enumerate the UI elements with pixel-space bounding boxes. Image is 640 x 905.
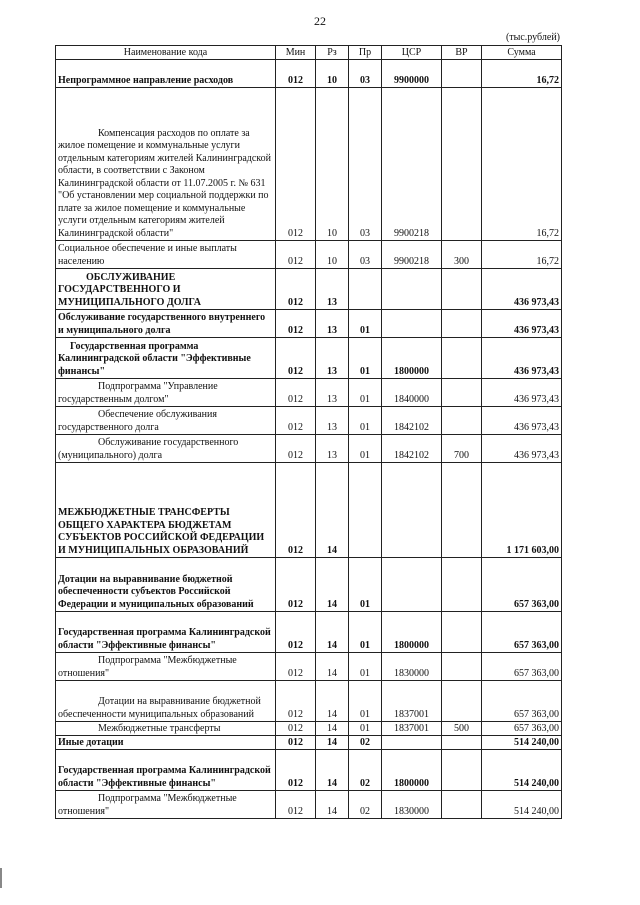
row-name-text: Непрограммное направление расходов xyxy=(58,74,234,86)
cell-min: 012 xyxy=(276,435,316,463)
cell-pr xyxy=(349,463,382,558)
cell-pr: 01 xyxy=(349,379,382,407)
cell-min: 012 xyxy=(276,241,316,269)
row-name-text: Иные дотации xyxy=(58,736,124,748)
cell-rz: 14 xyxy=(316,463,349,558)
cell-min: 012 xyxy=(276,310,316,338)
cell-pr: 03 xyxy=(349,60,382,88)
cell-rz: 14 xyxy=(316,681,349,722)
table-row xyxy=(56,379,562,407)
table-row xyxy=(56,750,562,791)
cell-sum: 1 171 603,00 xyxy=(482,463,562,558)
cell-csr: 9900000 xyxy=(382,60,442,88)
row-name-text: Государственная программа Калининградской области "Эффективные финансы" xyxy=(58,627,271,651)
cell-csr: 1800000 xyxy=(382,750,442,791)
margin-mark xyxy=(0,868,2,888)
row-name-text: Подпрограмма "Межбюджетные отношения" xyxy=(58,655,237,679)
cell-name xyxy=(56,736,276,750)
table-body xyxy=(56,60,562,819)
cell-sum: 657 363,00 xyxy=(482,653,562,681)
cell-min: 012 xyxy=(276,653,316,681)
cell-min: 012 xyxy=(276,681,316,722)
col-header-csr: ЦСР xyxy=(382,46,442,60)
cell-vr xyxy=(442,88,482,241)
cell-min: 012 xyxy=(276,722,316,736)
cell-csr: 1830000 xyxy=(382,791,442,819)
cell-name xyxy=(56,310,276,338)
cell-csr: 1800000 xyxy=(382,338,442,379)
col-header-vr: ВР xyxy=(442,46,482,60)
units-label: (тыс.рублей) xyxy=(505,32,560,43)
cell-vr xyxy=(442,338,482,379)
cell-csr xyxy=(382,736,442,750)
cell-rz: 13 xyxy=(316,435,349,463)
cell-name xyxy=(56,88,276,241)
cell-pr: 01 xyxy=(349,558,382,612)
cell-vr xyxy=(442,310,482,338)
cell-vr xyxy=(442,750,482,791)
col-header-sum: Сумма xyxy=(482,46,562,60)
row-name-text: Межбюджетные трансферты xyxy=(98,722,221,734)
cell-rz: 10 xyxy=(316,241,349,269)
cell-sum: 657 363,00 xyxy=(482,681,562,722)
table-row xyxy=(56,612,562,653)
cell-csr xyxy=(382,463,442,558)
row-name-text: Государственная программа Калининградской области "Эффективные финансы" xyxy=(58,765,271,789)
cell-sum: 436 973,43 xyxy=(482,407,562,435)
cell-name xyxy=(56,338,276,379)
cell-pr: 01 xyxy=(349,681,382,722)
row-name-text: МЕЖБЮДЖЕТНЫЕ ТРАНСФЕРТЫ ОБЩЕГО ХАРАКТЕРА БЮДЖЕТАМ СУБЪЕКТОВ РОССИЙСКОЙ ФЕДЕРАЦИИ И МУНИЦИПАЛЬНЫХ ОБРАЗОВАНИЙ xyxy=(58,507,265,556)
cell-csr: 1837001 xyxy=(382,722,442,736)
cell-rz: 13 xyxy=(316,407,349,435)
cell-rz: 10 xyxy=(316,60,349,88)
cell-vr xyxy=(442,736,482,750)
cell-pr: 01 xyxy=(349,612,382,653)
cell-min: 012 xyxy=(276,463,316,558)
cell-pr: 03 xyxy=(349,241,382,269)
cell-rz: 14 xyxy=(316,750,349,791)
cell-name xyxy=(56,60,276,88)
table-row xyxy=(56,60,562,88)
cell-sum: 514 240,00 xyxy=(482,736,562,750)
cell-min: 012 xyxy=(276,407,316,435)
cell-csr xyxy=(382,269,442,310)
cell-sum: 514 240,00 xyxy=(482,791,562,819)
cell-rz: 14 xyxy=(316,736,349,750)
cell-name xyxy=(56,241,276,269)
table-row xyxy=(56,736,562,750)
cell-vr xyxy=(442,558,482,612)
cell-csr xyxy=(382,558,442,612)
cell-name xyxy=(56,379,276,407)
cell-name xyxy=(56,722,276,736)
cell-sum: 514 240,00 xyxy=(482,750,562,791)
cell-csr: 1842102 xyxy=(382,435,442,463)
cell-name xyxy=(56,463,276,558)
cell-rz: 13 xyxy=(316,269,349,310)
cell-sum: 16,72 xyxy=(482,60,562,88)
cell-csr: 9900218 xyxy=(382,88,442,241)
cell-min: 012 xyxy=(276,379,316,407)
cell-vr xyxy=(442,463,482,558)
cell-pr: 01 xyxy=(349,435,382,463)
cell-csr: 1830000 xyxy=(382,653,442,681)
cell-vr xyxy=(442,269,482,310)
table-row xyxy=(56,791,562,819)
budget-table xyxy=(55,45,562,819)
cell-vr xyxy=(442,379,482,407)
row-name-text: Обслуживание государственного внутреннего и муниципального долга xyxy=(58,312,266,336)
cell-sum: 16,72 xyxy=(482,241,562,269)
cell-pr: 03 xyxy=(349,88,382,241)
cell-pr: 01 xyxy=(349,338,382,379)
table-row xyxy=(56,558,562,612)
cell-name xyxy=(56,407,276,435)
cell-sum: 436 973,43 xyxy=(482,269,562,310)
cell-min: 012 xyxy=(276,558,316,612)
cell-rz: 13 xyxy=(316,310,349,338)
row-name-text: Подпрограмма "Межбюджетные отношения" xyxy=(58,793,237,817)
table-row xyxy=(56,241,562,269)
row-name-text: Компенсация расходов по оплате за жилое помещение и коммунальные услуги отдельным категориям жителей Калининградской области, в соответствии с Законом Калининградской области от 11.07.2005 г. № 631 "Об установлении мер социальной поддержки по плате за жилое помещение и коммунальные услуги отдельным категориям жителей Калининградской области" xyxy=(58,127,271,239)
cell-csr: 1800000 xyxy=(382,612,442,653)
table-row xyxy=(56,681,562,722)
cell-vr xyxy=(442,791,482,819)
cell-csr: 1840000 xyxy=(382,379,442,407)
page-number: 22 xyxy=(314,14,326,28)
cell-vr xyxy=(442,60,482,88)
col-header-min: Мин xyxy=(276,46,316,60)
cell-min: 012 xyxy=(276,750,316,791)
cell-min: 012 xyxy=(276,60,316,88)
table-header-row xyxy=(56,46,562,60)
cell-name xyxy=(56,435,276,463)
cell-min: 012 xyxy=(276,88,316,241)
cell-vr: 500 xyxy=(442,722,482,736)
cell-csr: 1837001 xyxy=(382,681,442,722)
cell-pr: 01 xyxy=(349,653,382,681)
cell-vr xyxy=(442,612,482,653)
cell-csr: 1842102 xyxy=(382,407,442,435)
cell-rz: 10 xyxy=(316,88,349,241)
cell-sum: 16,72 xyxy=(482,88,562,241)
cell-pr: 01 xyxy=(349,310,382,338)
col-header-pr: Пр xyxy=(349,46,382,60)
row-name-text: Обеспечение обслуживания государственного долга xyxy=(58,409,217,433)
cell-min: 012 xyxy=(276,612,316,653)
table-row xyxy=(56,463,562,558)
row-name-text: Обслуживание государственного (муниципального) долга xyxy=(58,437,239,461)
col-header-name: Наименование кода xyxy=(56,46,276,60)
cell-sum: 657 363,00 xyxy=(482,612,562,653)
table-row xyxy=(56,435,562,463)
cell-rz: 14 xyxy=(316,558,349,612)
cell-vr xyxy=(442,653,482,681)
cell-name xyxy=(56,269,276,310)
cell-rz: 14 xyxy=(316,653,349,681)
row-name-text: Подпрограмма "Управление государственным долгом" xyxy=(58,381,218,405)
cell-sum: 657 363,00 xyxy=(482,722,562,736)
table-row xyxy=(56,722,562,736)
row-name-text: Государственная программа Калининградской области "Эффективные финансы" xyxy=(58,340,251,377)
table-row xyxy=(56,653,562,681)
table-row xyxy=(56,88,562,241)
cell-pr: 02 xyxy=(349,791,382,819)
cell-pr: 01 xyxy=(349,407,382,435)
cell-name xyxy=(56,653,276,681)
row-name-text: ОБСЛУЖИВАНИЕ ГОСУДАРСТВЕННОГО И МУНИЦИПАЛЬНОГО ДОЛГА xyxy=(58,271,202,308)
cell-sum: 436 973,43 xyxy=(482,338,562,379)
cell-csr: 9900218 xyxy=(382,241,442,269)
cell-min: 012 xyxy=(276,338,316,379)
cell-pr: 02 xyxy=(349,736,382,750)
table-row xyxy=(56,310,562,338)
cell-sum: 436 973,43 xyxy=(482,310,562,338)
cell-min: 012 xyxy=(276,269,316,310)
cell-pr: 02 xyxy=(349,750,382,791)
cell-name xyxy=(56,791,276,819)
cell-pr: 01 xyxy=(349,722,382,736)
cell-vr: 300 xyxy=(442,241,482,269)
cell-rz: 14 xyxy=(316,791,349,819)
table-row xyxy=(56,338,562,379)
table-row xyxy=(56,269,562,310)
cell-min: 012 xyxy=(276,791,316,819)
table-row xyxy=(56,407,562,435)
cell-name xyxy=(56,612,276,653)
cell-vr xyxy=(442,681,482,722)
cell-vr: 700 xyxy=(442,435,482,463)
cell-rz: 13 xyxy=(316,338,349,379)
cell-name xyxy=(56,558,276,612)
row-name-text: Социальное обеспечение и иные выплаты населению xyxy=(58,243,237,267)
cell-vr xyxy=(442,407,482,435)
cell-min: 012 xyxy=(276,736,316,750)
row-name-text: Дотации на выравнивание бюджетной обеспеченности субъектов Российской Федерации и муниципальных образований xyxy=(58,573,254,610)
cell-rz: 14 xyxy=(316,722,349,736)
cell-rz: 14 xyxy=(316,612,349,653)
cell-pr xyxy=(349,269,382,310)
cell-sum: 436 973,43 xyxy=(482,435,562,463)
row-name-text: Дотации на выравнивание бюджетной обеспеченности муниципальных образований xyxy=(58,696,261,720)
col-header-rz: Рз xyxy=(316,46,349,60)
cell-name xyxy=(56,681,276,722)
cell-name xyxy=(56,750,276,791)
cell-csr xyxy=(382,310,442,338)
cell-sum: 657 363,00 xyxy=(482,558,562,612)
cell-sum: 436 973,43 xyxy=(482,379,562,407)
cell-rz: 13 xyxy=(316,379,349,407)
